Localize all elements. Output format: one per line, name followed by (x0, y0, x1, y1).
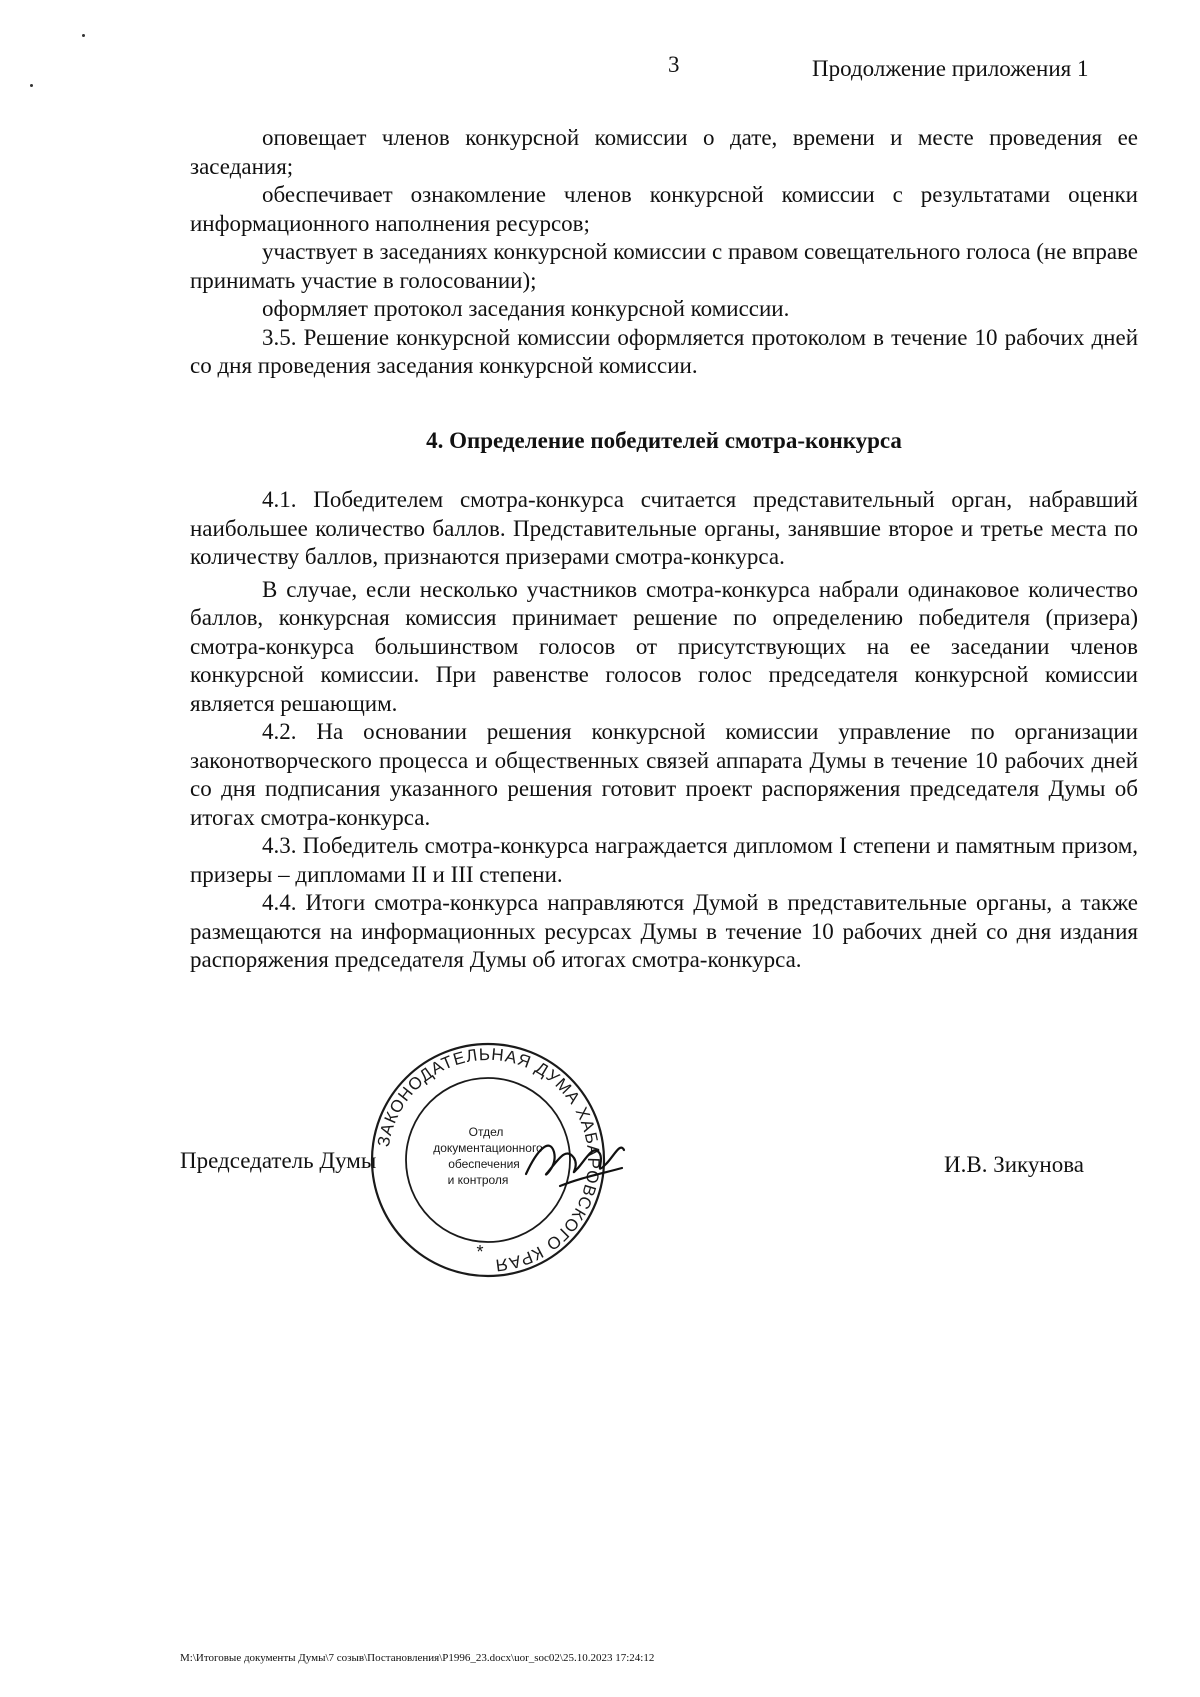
paragraph: оповещает членов конкурсной комиссии о дате, времени и месте проведения ее заседания; (190, 125, 1138, 179)
stamp-star: * (476, 1242, 484, 1262)
handwritten-signature (520, 1128, 630, 1198)
signatory-title: Председатель Думы (180, 1148, 377, 1173)
file-path-footer: M:\Итоговые документы Думы\7 созыв\Постановления\P1996_23.docx\uor_soc02\25.10.2023 17:24:12 (180, 1652, 655, 1664)
paragraph: участвует в заседаниях конкурсной комиссии с правом совещательного голоса (не вправе принимать участие в голосовании); (190, 239, 1138, 293)
paragraph: 4.2. На основании решения конкурсной комиссии управление по организации законотворческого процесса и общественных связей аппарата Думы в течение 10 рабочих дней со дня подписания указанного решения готовит проект распоряжения председателя Думы об итогах смотра-конкурса. (190, 719, 1138, 830)
section-body (190, 486, 1138, 975)
stamp-inner-line: обеспечения (448, 1157, 520, 1171)
body-text-top (190, 124, 1138, 381)
signatory-name: И.В. Зикунова (944, 1152, 1084, 1177)
paragraph: 3.5. Решение конкурсной комиссии оформляется протоколом в течение 10 рабочих дней со дня проведения заседания конкурсной комиссии. (190, 324, 1138, 378)
paragraph: 4.4. Итоги смотра-конкурса направляются Думой в представительные органы, а также размещаются на информационных ресурсах Думы в течение 10 рабочих дней со дня издания распоряжения председателя Думы об итогах смотра-конкурса. (190, 890, 1138, 972)
appendix-continuation: Продолжение приложения 1 (812, 56, 1089, 81)
stamp-inner-line: Отдел (468, 1125, 504, 1139)
paragraph: обеспечивает ознакомление членов конкурсной комиссии с результатами оценки информационного наполнения ресурсов; (190, 182, 1138, 236)
paragraph: 4.1. Победителем смотра-конкурса считается представительный орган, набравший наибольшее количество баллов. Представительные органы, занявшие второе и третье места по количеству баллов, признаются призерами смотра-конкурса. (190, 487, 1138, 569)
paragraph: В случае, если несколько участников смотра-конкурса набрали одинаковое количество баллов, конкурсная комиссия принимает решение по определению победителя (призера) смотра-конкурса большинством голосов от присутствующих на ее заседании членов конкурсной комиссии. При равенстве голосов голос председателя конкурсной комиссии является решающим. (190, 576, 1138, 716)
section-title: 4. Определение победителей смотра-конкурса (426, 428, 902, 453)
scan-speck (82, 34, 85, 37)
scan-speck (30, 84, 33, 87)
stamp-inner-line: документационного (433, 1141, 543, 1155)
page-number: 3 (668, 52, 680, 77)
paragraph: оформляет протокол заседания конкурсной комиссии. (262, 296, 790, 321)
stamp-inner-line: и контроля (447, 1173, 509, 1187)
paragraph: 4.3. Победитель смотра-конкурса награждается дипломом I степени и памятным призом, призеры – дипломами II и III степени. (190, 833, 1138, 887)
stamp-outer-text: ЗАКОНОДАТЕЛЬНАЯ ДУМА ХАБАРОВСКОГО КРАЯ (373, 1044, 604, 1275)
